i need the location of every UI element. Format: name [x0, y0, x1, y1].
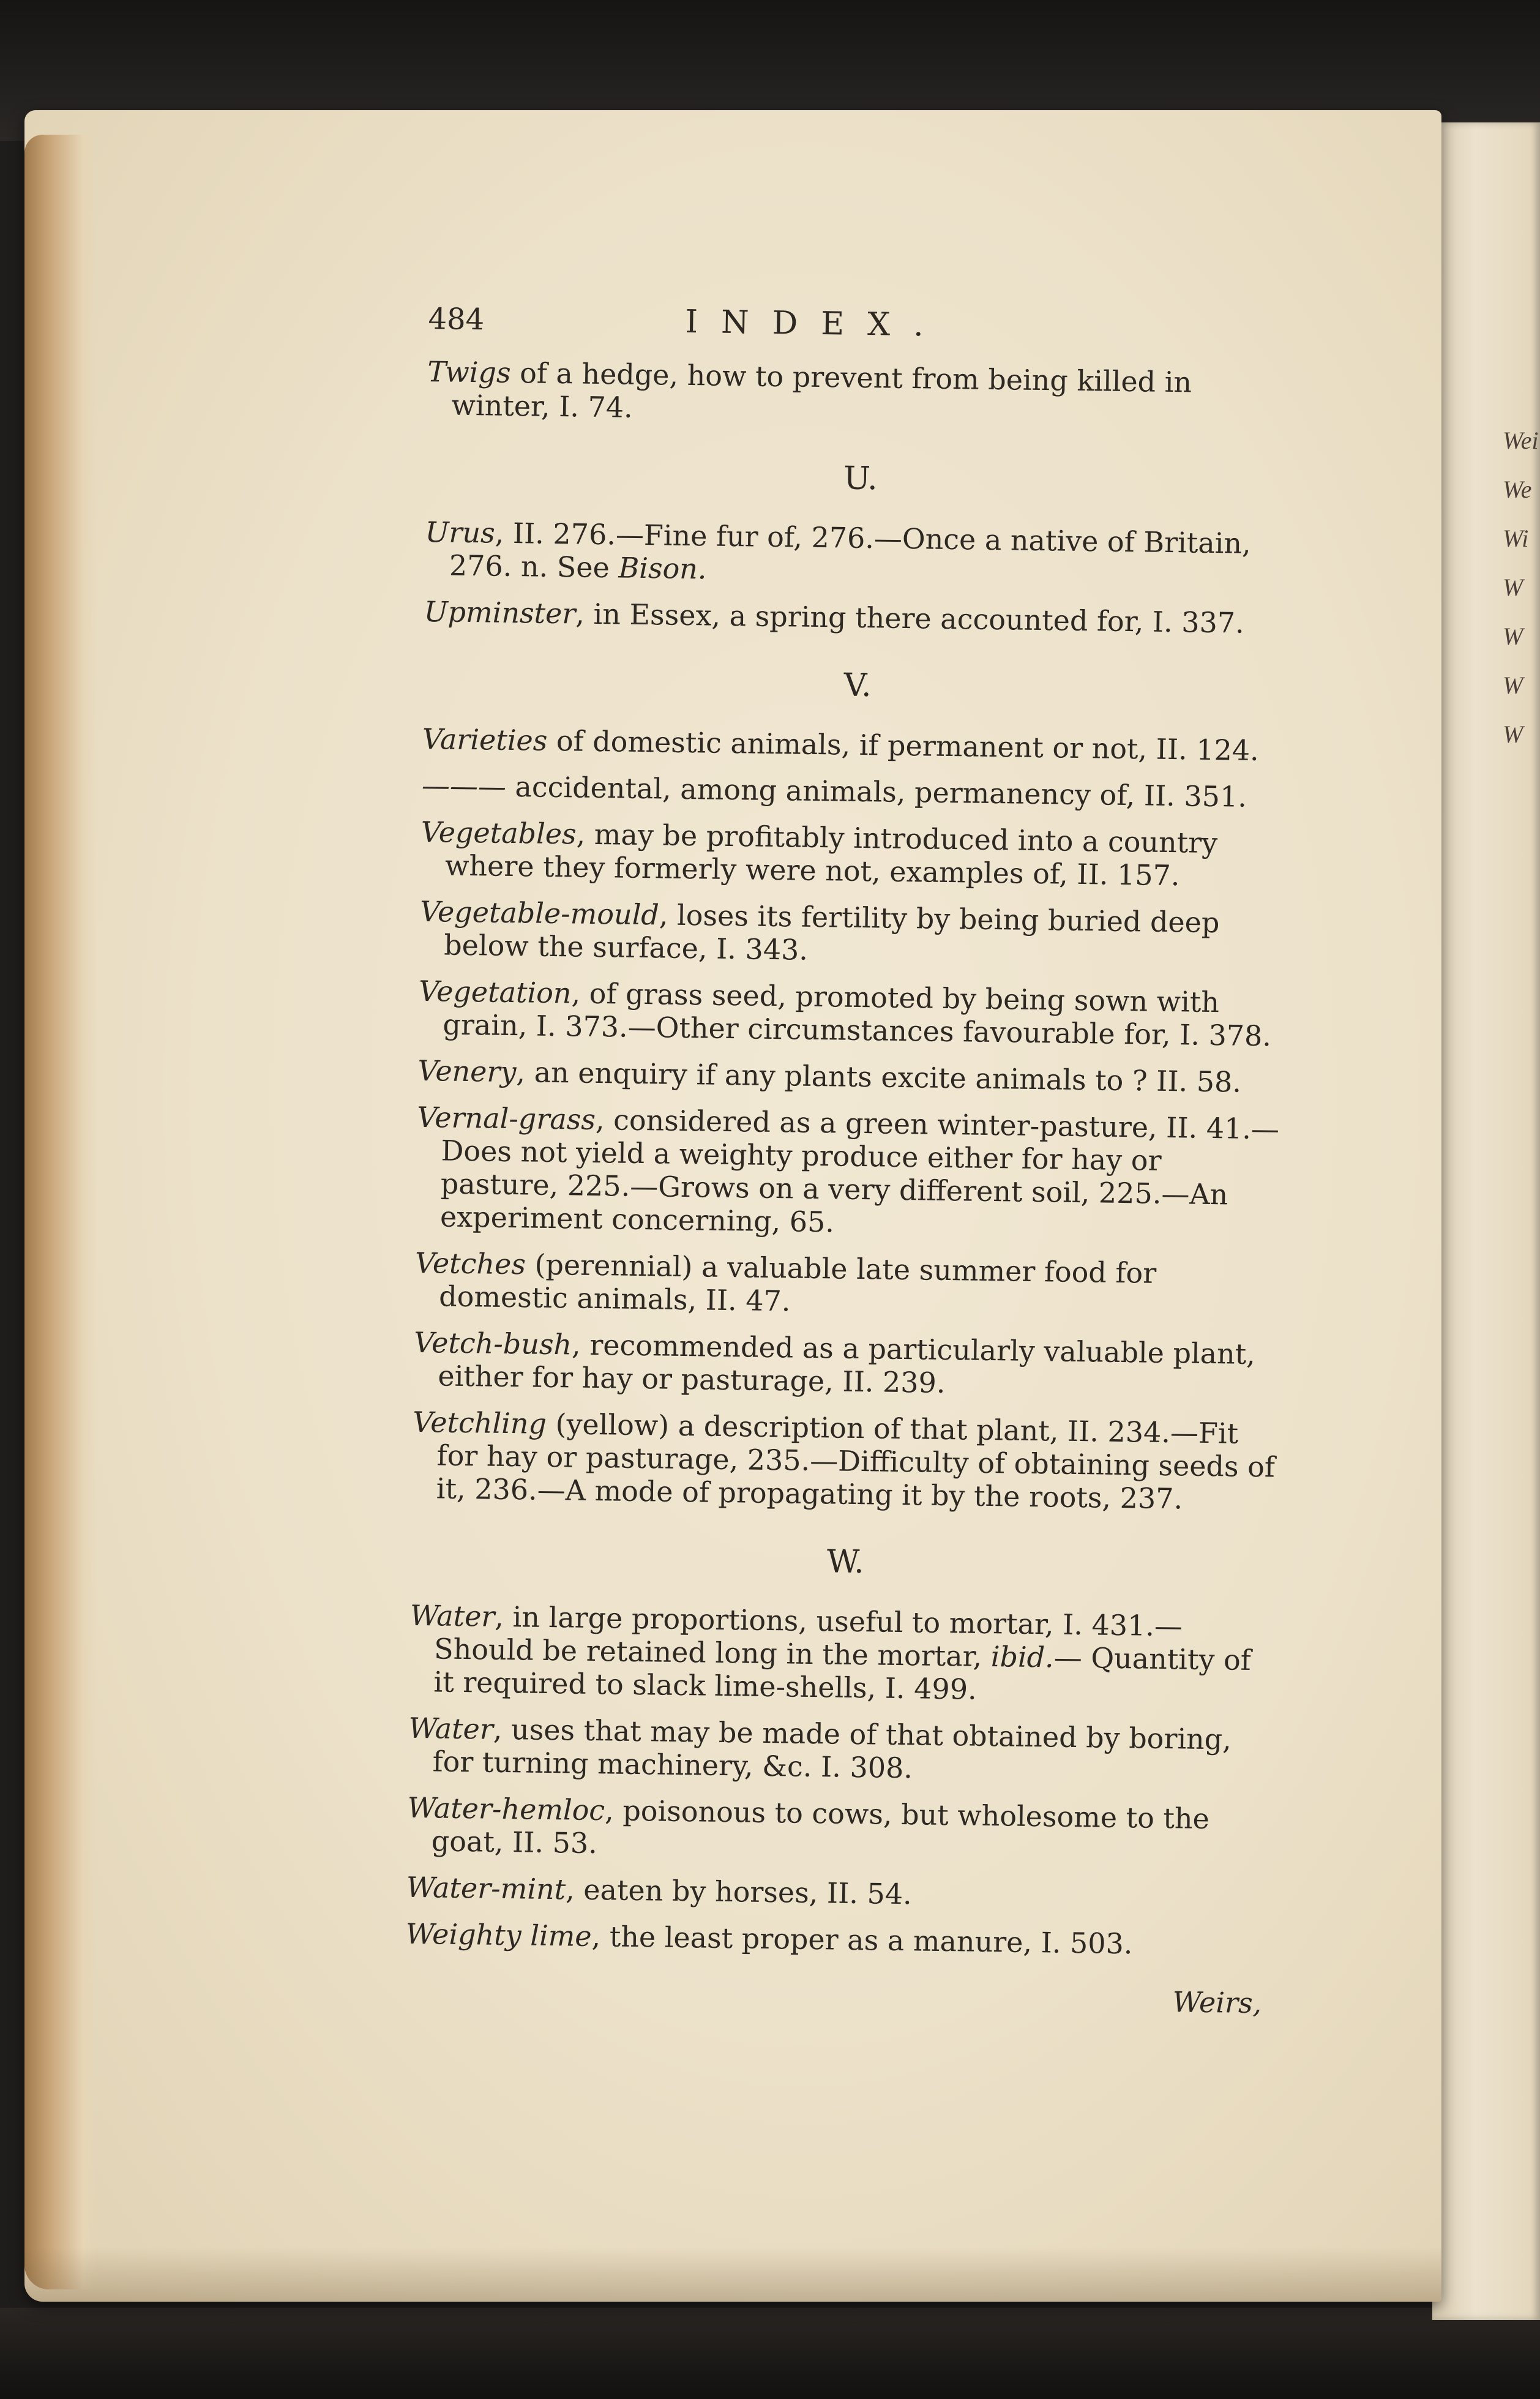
entry-term: Twigs — [427, 354, 511, 389]
index-entry — [416, 1101, 1287, 1245]
entry-term: Varieties — [422, 722, 548, 757]
facing-page-fragments — [1503, 416, 1539, 759]
index-entry — [421, 815, 1290, 894]
entry-term: Vegetable-mould — [419, 894, 660, 932]
entry-text: , in large proportions, useful to mortar, I. 431.— Should be retained long in the mortar, — [433, 1600, 1183, 1674]
index-entry — [417, 1054, 1287, 1099]
entry-text: (yellow) a description of that plant, II. 234.—Fit for hay or pasturage, 235.—Difficulty of obtaining seeds of it, 236.—A mode of propagating it by the roots, 237. — [436, 1407, 1276, 1516]
entry-text-continued: — Quantity of it required to slack lime-shells, I. 499. — [433, 1641, 1252, 1706]
page-text — [405, 300, 1298, 2020]
entry-term: Vegetables — [421, 815, 577, 851]
entry-text: , uses that may be made of that obtained by boring, for turning machinery, &c. I. 308. — [432, 1712, 1232, 1785]
index-entry — [419, 895, 1289, 973]
entry-term: Venery — [417, 1054, 517, 1089]
entry-term: Water-mint — [406, 1870, 566, 1906]
index-entry — [422, 722, 1292, 768]
entry-term: Vegetation — [418, 974, 572, 1010]
entry-reference: ibid. — [990, 1640, 1055, 1674]
page-number: 484 — [428, 301, 485, 337]
entry-text: (perennial) a valuable late summer food for domestic animals, II. 47. — [438, 1248, 1157, 1318]
facing-page-fragment: W — [1503, 672, 1523, 699]
facing-page-fragment: We — [1503, 476, 1532, 503]
page-shadow — [24, 2247, 1441, 2302]
entry-text: , loses its fertility by being buried deep below the surface, I. 343. — [443, 898, 1220, 967]
entry-text: , the least proper as a manure, I. 503. — [591, 1919, 1133, 1961]
index-entry — [406, 1791, 1276, 1869]
index-entry — [413, 1326, 1283, 1404]
index-entry — [405, 1917, 1275, 1963]
entry-term: Upminster — [424, 594, 576, 631]
facing-page-fragment: W — [1503, 720, 1523, 748]
entry-reference: Bison. — [618, 551, 707, 586]
index-entry — [427, 355, 1296, 433]
entry-text: of domestic animals, if permanent or not, II. 124. — [547, 724, 1260, 768]
facing-page-fragment: W — [1503, 574, 1523, 601]
catchword: Weirs, — [1172, 1985, 1262, 2020]
page-title: INDEX. — [685, 303, 948, 344]
index-entry — [424, 595, 1294, 640]
entry-text: accidental, among animals, permanency of, II. 351. — [506, 769, 1247, 814]
background-bottom — [0, 2308, 1540, 2399]
index-entry — [412, 1405, 1282, 1517]
entry-text: , in Essex, a spring there accounted for, I. 337. — [575, 597, 1245, 640]
entry-term: Water — [409, 1598, 495, 1633]
entry-term: Weighty lime — [405, 1917, 592, 1953]
page-edge — [24, 135, 98, 2289]
index-entry — [422, 769, 1291, 814]
facing-page-fragment: W — [1503, 623, 1523, 650]
entry-text: , recommended as a particularly valuable plant, either for hay or pasturage, II. 239. — [438, 1328, 1256, 1399]
index-entry — [414, 1246, 1284, 1325]
entry-term: Water — [408, 1711, 494, 1746]
index-entry — [409, 1599, 1279, 1710]
entry-text: , poisonous to cows, but wholesome to the goat, II. 53. — [431, 1794, 1210, 1860]
facing-page-fragment: Wei — [1503, 427, 1539, 454]
index-entries — [405, 355, 1296, 1963]
entry-text: , II. 276.—Fine fur of, 276.—Once a native of Britain, 276. n. See — [449, 516, 1252, 585]
entry-term: Urus — [425, 515, 496, 550]
section-letter: V. — [843, 667, 872, 705]
entry-text: , an enquiry if any plants excite animals to ? II. 58. — [516, 1055, 1242, 1099]
entry-text: , considered as a green winter-pasture, II. 41.—Does not yield a weighty produce either for hay or pasture, 225.—Grows on a very different soil, 225.—An experiment concerning, 65. — [439, 1102, 1280, 1239]
entry-term: Vernal-grass — [416, 1100, 596, 1136]
index-entry — [418, 975, 1288, 1053]
index-entry — [408, 1712, 1277, 1790]
entry-text: , of grass seed, promoted by being sown with grain, I. 373.—Other circumstances favourable for, I. 378. — [443, 976, 1272, 1053]
index-entry — [425, 515, 1295, 594]
entry-term: Vetchling — [413, 1405, 547, 1440]
entry-term: Vetch-bush — [413, 1325, 572, 1361]
entry-text: of a hedge, how to prevent from being killed in winter, I. 74. — [451, 356, 1192, 424]
entry-text: , eaten by horses, II. 54. — [565, 1873, 913, 1911]
entry-term: ——— — [421, 768, 507, 803]
section-letter: W. — [826, 1543, 865, 1581]
facing-page-fragment: Wi — [1503, 525, 1529, 552]
index-entry — [406, 1871, 1276, 1916]
entry-text: , may be profitably introduced into a country where they formerly were not, examples of, II. 157. — [444, 817, 1218, 893]
section-letter: U. — [843, 460, 878, 498]
entry-term: Water-hemloc — [407, 1791, 605, 1827]
entry-term: Vetches — [414, 1246, 526, 1281]
